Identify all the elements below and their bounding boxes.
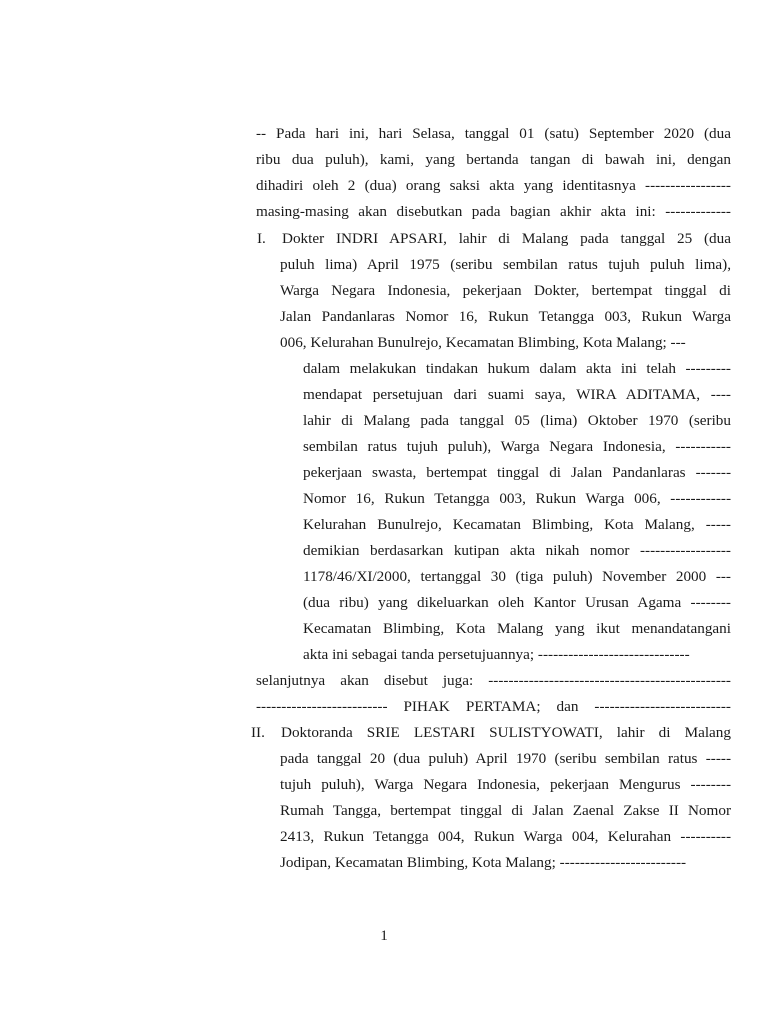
party-two-line: tujuh puluh), Warga Negara Indonesia, pekerjaan Mengurus -------- [280, 776, 731, 793]
party-one-line: puluh lima) April 1975 (seribu sembilan ratus tujuh puluh lima), [280, 256, 731, 273]
party-one-line: Warga Negara Indonesia, pekerjaan Dokter, bertempat tinggal di [280, 282, 731, 299]
spouse-consent-line: lahir di Malang pada tanggal 05 (lima) Oktober 1970 (seribu [303, 412, 731, 429]
party-one-numeral: I. [257, 230, 266, 247]
spouse-consent-line: akta ini sebagai tanda persetujuannya; ------------------------------ [303, 646, 690, 663]
party-one-designation-line: selanjutnya akan disebut juga: ------------------------------------------------ [256, 672, 731, 689]
intro-line: masing-masing akan disebutkan pada bagian akhir akta ini: ------------- [256, 203, 731, 220]
intro-line: dihadiri oleh 2 (dua) orang saksi akta yang identitasnya ----------------- [256, 177, 731, 194]
intro-line: -- Pada hari ini, hari Selasa, tanggal 01 (satu) September 2020 (dua [256, 125, 731, 142]
party-one-designation-line: -------------------------- PIHAK PERTAMA; dan --------------------------- [256, 698, 731, 715]
spouse-consent-line: 1178/46/XI/2000, tertanggal 30 (tiga puluh) November 2000 --- [303, 568, 731, 585]
party-one-line: Dokter INDRI APSARI, lahir di Malang pada tanggal 25 (dua [282, 230, 731, 247]
spouse-consent-line: Nomor 16, Rukun Tetangga 003, Rukun Warga 006, ------------ [303, 490, 731, 507]
party-two-line: pada tanggal 20 (dua puluh) April 1970 (seribu sembilan ratus ----- [280, 750, 731, 767]
party-one-line: 006, Kelurahan Bunulrejo, Kecamatan Blimbing, Kota Malang; --- [280, 334, 686, 351]
spouse-consent-line: (dua ribu) yang dikeluarkan oleh Kantor Urusan Agama -------- [303, 594, 731, 611]
party-two-line: Rumah Tangga, bertempat tinggal di Jalan Zaenal Zakse II Nomor [280, 802, 731, 819]
document-title [258, 97, 732, 119]
spouse-consent-line: Kecamatan Blimbing, Kota Malang yang ikut menandatangani [303, 620, 731, 637]
page-number: 1 [380, 927, 388, 944]
spouse-consent-line: sembilan ratus tujuh puluh), Warga Negara Indonesia, ----------- [303, 438, 731, 455]
party-two-line: Doktoranda SRIE LESTARI SULISTYOWATI, lahir di Malang [281, 724, 731, 741]
spouse-consent-line: mendapat persetujuan dari suami saya, WIRA ADITAMA, ---- [303, 386, 731, 403]
intro-line: ribu dua puluh), kami, yang bertanda tangan di bawah ini, dengan [256, 151, 731, 168]
spouse-consent-line: pekerjaan swasta, bertempat tinggal di Jalan Pandanlaras ------- [303, 464, 731, 481]
spouse-consent-line: Kelurahan Bunulrejo, Kecamatan Blimbing, Kota Malang, ----- [303, 516, 731, 533]
spouse-consent-line: demikian berdasarkan kutipan akta nikah nomor ------------------ [303, 542, 731, 559]
party-two-line: 2413, Rukun Tetangga 004, Rukun Warga 004, Kelurahan ---------- [280, 828, 731, 845]
spouse-consent-line: dalam melakukan tindakan hukum dalam akta ini telah --------- [303, 360, 731, 377]
party-two-numeral: II. [251, 724, 265, 741]
party-one-line: Jalan Pandanlaras Nomor 16, Rukun Tetangga 003, Rukun Warga [280, 308, 731, 325]
party-two-line: Jodipan, Kecamatan Blimbing, Kota Malang; ------------------------- [280, 854, 687, 871]
